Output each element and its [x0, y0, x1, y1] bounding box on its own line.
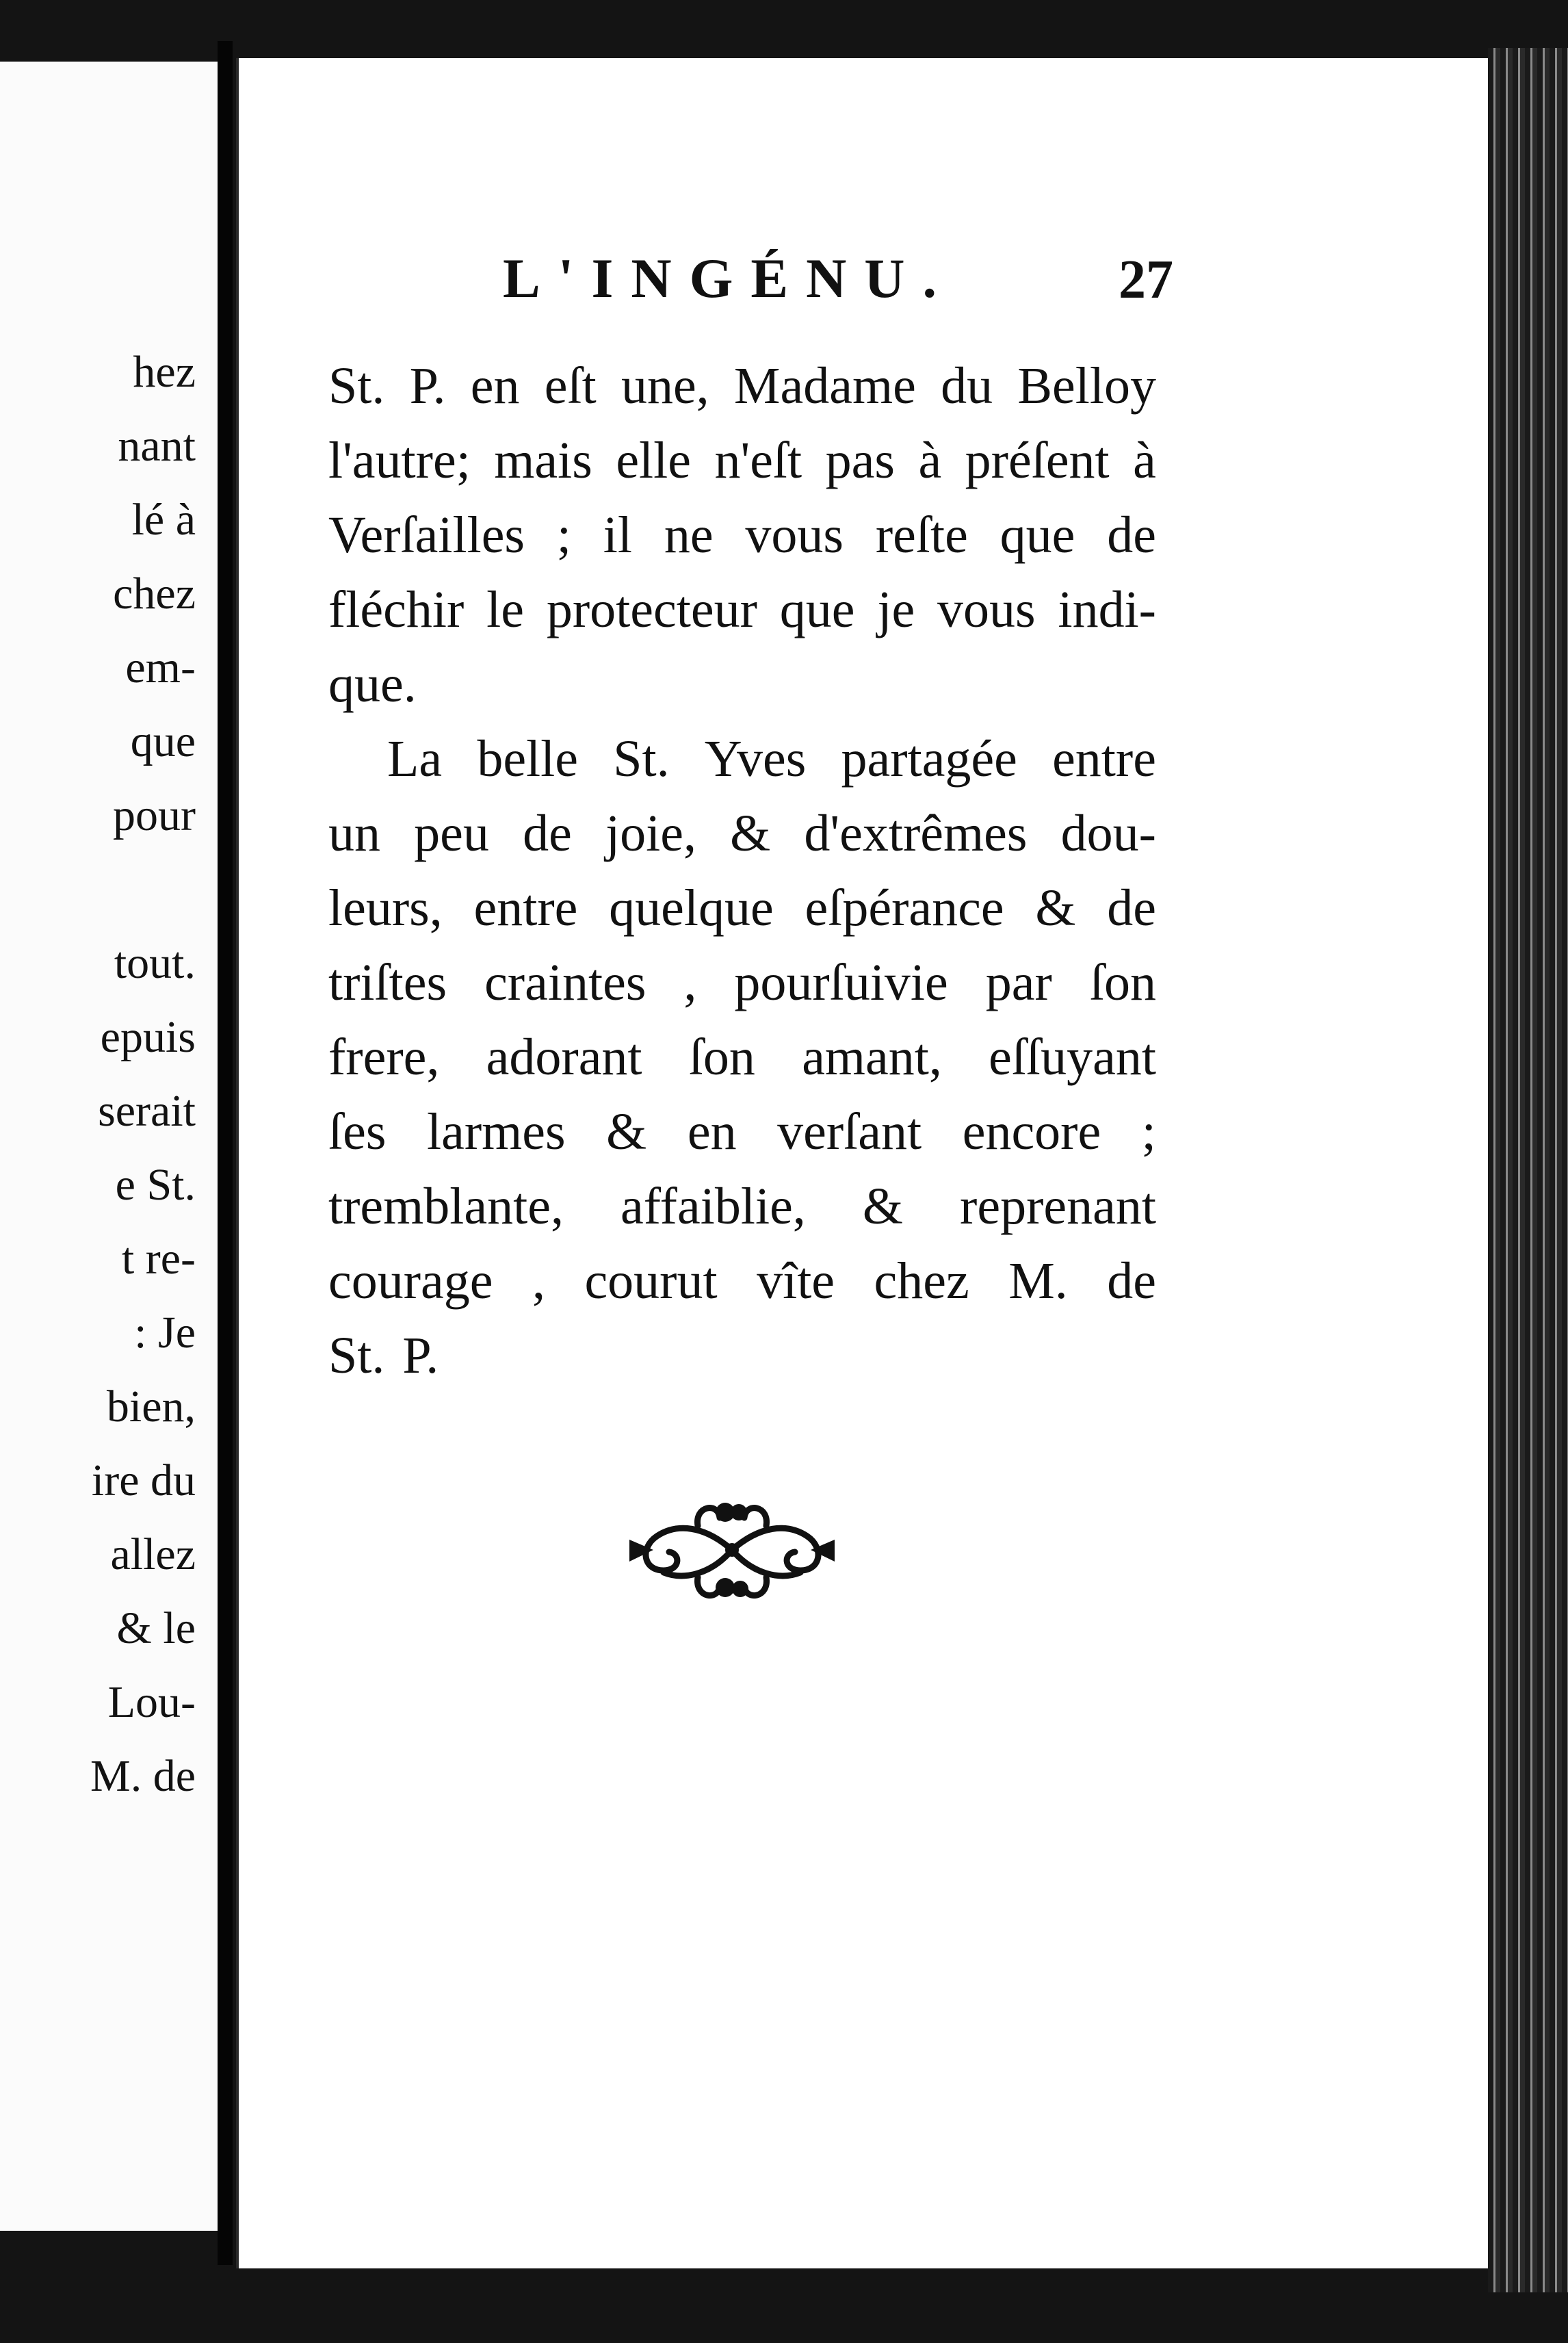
paragraph-2	[328, 722, 1156, 1393]
word: M.	[1008, 1252, 1068, 1310]
text-block	[328, 349, 1156, 1393]
word: le	[486, 581, 525, 638]
word: ſon	[1089, 954, 1156, 1011]
word: entre	[473, 879, 578, 937]
word: de	[523, 805, 572, 862]
word: indi-	[1058, 581, 1156, 638]
word: un	[328, 805, 380, 862]
word: affaiblie,	[620, 1178, 806, 1235]
facing-page-line: pour	[113, 790, 196, 840]
text-line	[328, 1020, 1156, 1095]
word: La	[387, 730, 443, 788]
word: de	[1107, 506, 1156, 564]
book-gutter	[218, 41, 233, 2265]
text-line	[328, 871, 1156, 946]
facing-page-line: allez	[110, 1529, 196, 1579]
word: peu	[414, 805, 489, 862]
text-line	[328, 498, 1156, 573]
word: courut	[584, 1252, 718, 1310]
word: par	[985, 954, 1052, 1011]
word: amant,	[802, 1028, 942, 1086]
page-number: 27	[1119, 250, 1173, 310]
facing-page-line: Lou-	[107, 1677, 196, 1727]
word: craintes	[484, 954, 646, 1011]
word: mais	[494, 432, 592, 489]
word: eſt	[544, 357, 597, 415]
word: de	[1107, 1252, 1156, 1310]
facing-page-line: nant	[118, 421, 196, 471]
word: quelque	[609, 879, 774, 937]
facing-page-line: M. de	[90, 1751, 196, 1801]
word: leurs,	[328, 879, 443, 937]
word: entre	[1052, 730, 1156, 788]
word: Verſailles	[328, 506, 525, 564]
word: frere,	[328, 1028, 440, 1086]
word: ſon	[688, 1028, 755, 1086]
word: en	[470, 357, 520, 415]
word: St.	[328, 357, 385, 415]
word: pourſuivie	[734, 954, 948, 1011]
facing-page-line: bien,	[106, 1382, 196, 1432]
word: &	[1035, 879, 1076, 937]
word: encore	[962, 1103, 1101, 1161]
facing-page-line	[0, 853, 196, 927]
word: dou-	[1060, 805, 1156, 862]
word: adorant	[486, 1028, 642, 1086]
word: reſte	[875, 506, 968, 564]
text-line	[328, 1244, 1156, 1319]
word: P.	[409, 357, 446, 415]
word: en	[687, 1103, 737, 1161]
facing-page-line: : Je	[134, 1308, 196, 1358]
facing-page-line: t re-	[121, 1234, 196, 1284]
word: ſes	[328, 1103, 387, 1161]
word: &	[862, 1178, 903, 1235]
text-line	[328, 1169, 1156, 1244]
word: une,	[620, 357, 709, 415]
word: St.	[328, 1327, 385, 1384]
word: Belloy	[1017, 357, 1156, 415]
text-line	[328, 424, 1156, 498]
word: Madame	[733, 357, 916, 415]
word: de	[1107, 879, 1156, 937]
facing-page-line: em-	[125, 643, 196, 692]
facing-page-line: chez	[113, 569, 196, 619]
facing-page	[0, 62, 222, 2231]
word: que	[999, 506, 1075, 564]
word: vous	[745, 506, 844, 564]
word: pas	[825, 432, 895, 489]
text-line	[328, 1319, 1156, 1393]
word: ,	[683, 954, 697, 1011]
running-head	[503, 246, 1173, 322]
word: l'autre;	[328, 432, 471, 489]
word: &	[730, 805, 771, 862]
word: eſſuyant	[989, 1028, 1156, 1086]
word: protecteur	[546, 581, 757, 638]
word: fléchir	[328, 581, 465, 638]
facing-page-line: ire du	[91, 1455, 196, 1505]
word: P.	[402, 1327, 439, 1384]
word: ;	[1141, 1103, 1156, 1161]
facing-page-line: lé à	[131, 495, 196, 545]
paragraph-1	[328, 349, 1156, 722]
text-line	[328, 722, 1156, 797]
text-line	[328, 946, 1156, 1020]
word: Yves	[704, 730, 807, 788]
facing-page-line: serait	[98, 1086, 196, 1136]
fleuron-ornament-icon	[616, 1485, 848, 1615]
word: que.	[328, 656, 417, 713]
word: larmes	[427, 1103, 566, 1161]
word: reprenant	[960, 1178, 1156, 1235]
word: d'extrêmes	[804, 805, 1028, 862]
word: verſant	[777, 1103, 922, 1161]
word: belle	[477, 730, 579, 788]
word: à	[1133, 432, 1156, 489]
word: préſent	[965, 432, 1110, 489]
word: je	[877, 581, 915, 638]
word: elle	[616, 432, 692, 489]
text-line	[328, 573, 1156, 647]
word: &	[606, 1103, 647, 1161]
word: vous	[937, 581, 1036, 638]
text-line	[328, 647, 1156, 722]
word: que	[779, 581, 855, 638]
word: il	[603, 506, 633, 564]
word: ne	[664, 506, 714, 564]
facing-page-line: que	[130, 716, 196, 766]
word: ,	[532, 1252, 545, 1310]
facing-page-line: e St.	[115, 1160, 196, 1210]
text-line	[328, 797, 1156, 871]
word: chez	[874, 1252, 969, 1310]
facing-page-text	[0, 335, 196, 1813]
word: courage	[328, 1252, 493, 1310]
word: ;	[556, 506, 571, 564]
word: partagée	[841, 730, 1017, 788]
facing-page-line: tout.	[114, 938, 196, 988]
word: n'eſt	[714, 432, 802, 489]
word: eſpérance	[805, 879, 1004, 937]
word: triſtes	[328, 954, 447, 1011]
word: tremblante,	[328, 1178, 564, 1235]
book-fore-edge	[1488, 48, 1568, 2292]
text-line	[328, 1095, 1156, 1169]
word: à	[918, 432, 942, 489]
text-line	[328, 349, 1156, 424]
facing-page-line: hez	[133, 347, 196, 397]
facing-page-line: epuis	[100, 1012, 196, 1062]
word: vîte	[757, 1252, 835, 1310]
facing-page-line: & le	[116, 1603, 196, 1653]
word: joie,	[605, 805, 696, 862]
header-title: L'INGÉNU.	[503, 247, 955, 309]
word: du	[941, 357, 993, 415]
word: St.	[613, 730, 670, 788]
